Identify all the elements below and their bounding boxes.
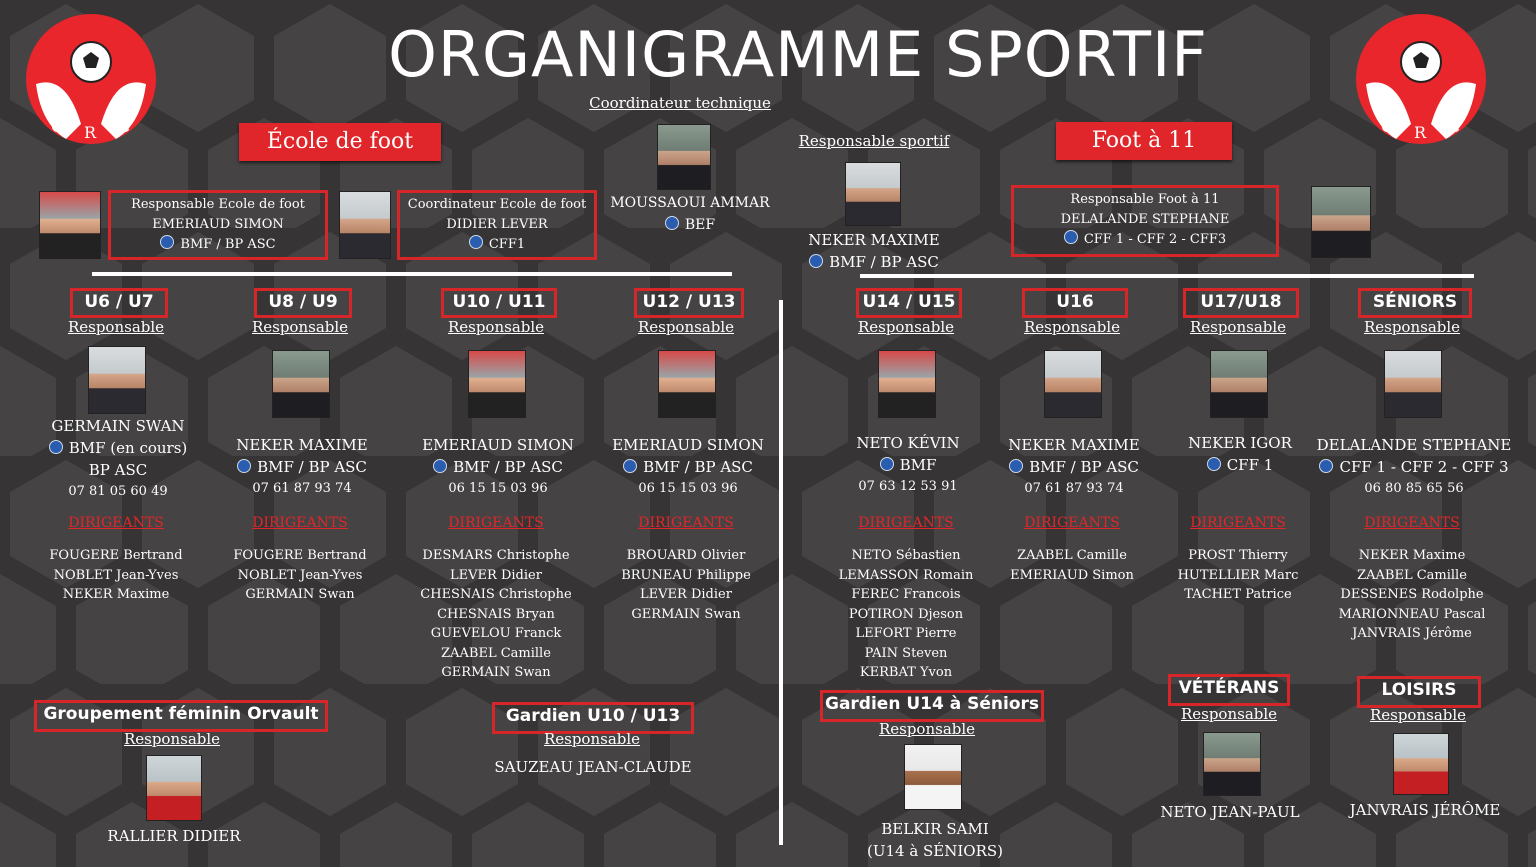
category-coach-phone: 06 80 85 65 56 — [1364, 481, 1464, 496]
dirigeant-name: NETO Sébastien — [851, 548, 961, 563]
dirigeant-name: BRUNEAU Philippe — [621, 567, 751, 583]
dirigeant-name: GERMAIN Swan — [441, 665, 551, 680]
dirigeant-name: ZAABEL Camille — [441, 645, 551, 661]
svg-text:O: O — [1381, 117, 1395, 136]
category-tag: U10 / U11 — [441, 288, 557, 318]
category-coach-phone: 07 61 87 93 74 — [1024, 481, 1124, 496]
coordinateur-technique-name: MOUSSAOUI AMMAR — [610, 195, 770, 211]
dirigeant-name: KERBAT Yvon — [859, 665, 953, 680]
responsable-sportif-diploma: BMF / BP ASC — [829, 253, 939, 271]
tag-gardien-u10-u13: Gardien U10 / U13 — [492, 702, 694, 734]
responsable-sportif-label: Responsable sportif — [798, 132, 950, 150]
divider-line-right — [860, 274, 1474, 278]
feminin-photo — [146, 755, 202, 821]
gardien-u14-name: BELKIR SAMI — [881, 820, 989, 838]
responsable-foot11-diploma: CFF 1 - CFF 2 - CFF3 — [1083, 232, 1227, 247]
responsable-ecole-name: EMERIAUD SIMON — [152, 217, 284, 232]
dirigeant-name: GUEVELOU Franck — [430, 626, 562, 641]
coordinateur-technique-label: Coordinateur technique — [589, 94, 771, 112]
dirigeant-name: LEFORT Pierre — [855, 626, 957, 641]
category-coach-name: GERMAIN SWAN — [51, 417, 185, 435]
dirigeants-list — [200, 546, 400, 605]
responsable-sportif-info — [774, 229, 974, 273]
category-tag: SÉNIORS — [1358, 288, 1472, 318]
dirigeant-name: NOBLET Jean-Yves — [237, 567, 363, 583]
fff-badge-icon — [433, 459, 447, 473]
svg-text:O: O — [51, 117, 65, 136]
dirigeants-label: DIRIGEANTS — [68, 515, 164, 531]
dirigeant-name: GERMAIN Swan — [245, 587, 355, 602]
fff-badge-icon — [160, 235, 174, 249]
tag-gardien-u14-seniors: Gardien U14 à Séniors — [820, 690, 1044, 722]
category-coach-name: DELALANDE STEPHANE — [1316, 436, 1512, 454]
category-tag: U17/U18 — [1183, 288, 1299, 318]
responsable-label: Responsable — [251, 318, 349, 336]
responsable-foot11-photo — [1311, 186, 1371, 258]
category-coach-photo — [272, 350, 330, 418]
category-coach-diploma: BMF / BP ASC — [453, 458, 563, 476]
dirigeants-label: DIRIGEANTS — [1024, 515, 1120, 531]
dirigeant-name: CHESNAIS Christophe — [420, 587, 572, 602]
category-coach-diploma: CFF 1 — [1226, 456, 1274, 474]
dirigeant-name: FOUGERE Bertrand — [49, 548, 183, 563]
dirigeant-name: NEKER Maxime — [62, 587, 170, 602]
category-coach-diploma: CFF 1 - CFF 2 - CFF 3 — [1339, 458, 1509, 476]
dirigeant-name: NEKER Maxime — [1358, 548, 1466, 563]
dirigeants-list — [16, 546, 216, 605]
page-title: ORGANIGRAMME SPORTIF — [388, 18, 1208, 91]
dirigeants-label: DIRIGEANTS — [858, 515, 954, 531]
dirigeant-name: ZAABEL Camille — [1017, 548, 1127, 563]
dirigeants-label: DIRIGEANTS — [638, 515, 734, 531]
dirigeants-label: DIRIGEANTS — [448, 515, 544, 531]
category-coach-diploma: BMF (en cours) — [68, 439, 188, 457]
coordinateur-technique-photo — [657, 124, 711, 190]
responsable-label: Responsable — [123, 730, 221, 748]
category-coach-diploma: BMF / BP ASC — [643, 458, 753, 476]
responsable-label: Responsable — [67, 318, 165, 336]
category-coach-phone: 07 81 05 60 49 — [68, 484, 168, 499]
dirigeant-name: DESSENES Rodolphe — [1340, 587, 1484, 602]
dirigeant-name: JANVRAIS Jérôme — [1352, 626, 1472, 641]
responsable-foot11-box — [1011, 185, 1279, 257]
category-tag: U16 — [1022, 288, 1128, 318]
fff-badge-icon — [809, 254, 823, 268]
category-coach-photo — [878, 350, 936, 418]
dirigeants-label: DIRIGEANTS — [1190, 515, 1286, 531]
ecole-de-foot-button[interactable]: École de foot — [239, 123, 441, 161]
dirigeants-label: DIRIGEANTS — [1364, 515, 1460, 531]
category-coach-info — [1294, 434, 1534, 500]
tag-loisirs: LOISIRS — [1357, 676, 1481, 708]
coordinateur-technique-info — [590, 192, 790, 236]
svg-text:C: C — [118, 117, 131, 136]
category-coach-phone: 06 15 15 03 96 — [448, 481, 548, 496]
responsable-label: Responsable — [857, 318, 955, 336]
category-coach-name: NETO KÉVIN — [856, 434, 960, 452]
category-tag: U6 / U7 — [70, 288, 168, 318]
svg-text:C: C — [1448, 117, 1461, 136]
dirigeant-name: ZAABEL Camille — [1357, 567, 1467, 583]
dirigeants-list — [396, 546, 596, 683]
dirigeant-name: GERMAIN Swan — [631, 606, 741, 622]
category-coach-photo — [468, 350, 526, 418]
loisirs-photo — [1393, 733, 1449, 795]
dirigeants-list — [586, 546, 786, 624]
dirigeant-name: FEREC Francois — [851, 587, 961, 602]
responsable-sportif-name: NEKER MAXIME — [808, 231, 940, 249]
coordinateur-ecole-photo — [339, 191, 391, 259]
coordinateur-ecole-diploma: CFF1 — [488, 237, 526, 252]
category-coach-phone: 07 61 87 93 74 — [252, 481, 352, 496]
loisirs-name: JANVRAIS JÉRÔME — [1349, 801, 1501, 819]
fff-badge-icon — [1009, 459, 1023, 473]
responsable-label: Responsable — [1180, 705, 1278, 723]
dirigeant-name: HUTELLIER Marc — [1177, 567, 1299, 583]
gardien-u10-name: SAUZEAU JEAN-CLAUDE — [494, 758, 692, 776]
responsable-label: Responsable — [1023, 318, 1121, 336]
veterans-photo — [1203, 732, 1261, 796]
responsable-label: Responsable — [637, 318, 735, 336]
gardien-u14-info — [830, 818, 1040, 862]
tag-veterans: VÉTÉRANS — [1168, 674, 1290, 706]
dirigeant-name: CHESNAIS Bryan — [437, 606, 555, 622]
dirigeants-list — [1138, 546, 1338, 605]
responsable-label: Responsable — [1189, 318, 1287, 336]
dirigeant-name: LEVER Didier — [640, 587, 732, 602]
category-coach-diploma: BMF — [899, 456, 937, 474]
responsable-label: Responsable — [1363, 318, 1461, 336]
category-coach-photo — [1384, 350, 1442, 418]
category-coach-photo — [658, 350, 716, 418]
tag-groupement-feminin: Groupement féminin Orvault — [34, 700, 328, 732]
dirigeant-name: MARIONNEAU Pascal — [1338, 606, 1486, 622]
responsable-ecole-diploma: BMF / BP ASC — [180, 237, 276, 252]
veterans-name: NETO JEAN-PAUL — [1160, 803, 1300, 821]
divider-line-left — [92, 272, 732, 276]
responsable-ecole-title: Responsable Ecole de foot — [131, 197, 305, 212]
svg-text:R: R — [84, 123, 97, 142]
category-coach-phone: 07 63 12 53 91 — [858, 479, 958, 494]
fff-badge-icon — [880, 457, 894, 471]
fff-badge-icon — [1207, 457, 1221, 471]
gardien-u14-sub: (U14 à SÉNIORS) — [866, 842, 1004, 860]
dirigeant-name: PAIN Steven — [864, 645, 948, 661]
category-coach-phone: 06 15 15 03 96 — [638, 481, 738, 496]
fff-badge-icon — [237, 459, 251, 473]
category-coach-diploma: BMF / BP ASC — [257, 458, 367, 476]
dirigeant-name: LEVER Didier — [450, 567, 542, 583]
category-coach-name: NEKER IGOR — [1188, 434, 1292, 452]
coordinateur-technique-diploma: BEF — [684, 217, 716, 233]
dirigeant-name: PROST Thierry — [1188, 548, 1288, 563]
foot-a-11-button[interactable]: Foot à 11 — [1056, 122, 1232, 160]
responsable-label: Responsable — [878, 720, 976, 738]
responsable-foot11-title: Responsable Foot à 11 — [1070, 192, 1220, 207]
category-coach-name: NEKER MAXIME — [236, 436, 368, 454]
category-coach-info — [568, 434, 808, 500]
fff-badge-icon — [49, 440, 63, 454]
dirigeant-name: LEMASSON Romain — [838, 567, 974, 583]
fff-badge-icon — [469, 235, 483, 249]
dirigeant-name: POTIRON Djeson — [848, 606, 964, 622]
fff-badge-icon — [623, 459, 637, 473]
dirigeant-name: TACHET Patrice — [1184, 587, 1292, 602]
category-coach-photo — [1210, 350, 1268, 418]
category-tag: U14 / U15 — [856, 288, 962, 318]
dirigeant-name: BROUARD Olivier — [626, 548, 746, 563]
dirigeant-name: NOBLET Jean-Yves — [53, 567, 179, 583]
feminin-name: RALLIER DIDIER — [107, 827, 241, 845]
dirigeant-name: DESMARS Christophe — [422, 548, 570, 563]
category-coach-name: NEKER MAXIME — [1008, 436, 1140, 454]
category-coach-name: EMERIAUD SIMON — [422, 436, 574, 454]
responsable-sportif-photo — [845, 162, 901, 226]
responsable-label: Responsable — [447, 318, 545, 336]
dirigeant-name: EMERIAUD Simon — [1010, 567, 1134, 583]
dirigeants-list — [1312, 546, 1512, 644]
coordinateur-ecole-box — [397, 190, 597, 260]
category-coach-diploma: BMF / BP ASC — [1029, 458, 1139, 476]
coordinateur-ecole-title: Coordinateur Ecole de foot — [407, 197, 587, 212]
fff-badge-icon — [1064, 230, 1078, 244]
gardien-u14-photo — [904, 744, 962, 810]
category-coach-name: EMERIAUD SIMON — [612, 436, 764, 454]
responsable-ecole-box — [108, 190, 328, 260]
responsable-foot11-name: DELALANDE STEPHANE — [1060, 212, 1230, 227]
responsable-label: Responsable — [1369, 706, 1467, 724]
category-tag: U8 / U9 — [254, 288, 352, 318]
responsable-ecole-photo — [39, 191, 101, 259]
coordinateur-ecole-name: DIDIER LEVER — [446, 217, 548, 232]
fff-badge-icon — [665, 216, 679, 230]
category-coach-diploma2: BP ASC — [88, 461, 148, 479]
fff-badge-icon — [1319, 459, 1333, 473]
dirigeant-name: FOUGERE Bertrand — [233, 548, 367, 563]
svg-text:R: R — [1414, 123, 1427, 142]
category-coach-photo — [1044, 350, 1102, 418]
responsable-label: Responsable — [543, 730, 641, 748]
category-tag: U12 / U13 — [634, 288, 744, 318]
dirigeants-label: DIRIGEANTS — [252, 515, 348, 531]
category-coach-photo — [88, 346, 146, 414]
